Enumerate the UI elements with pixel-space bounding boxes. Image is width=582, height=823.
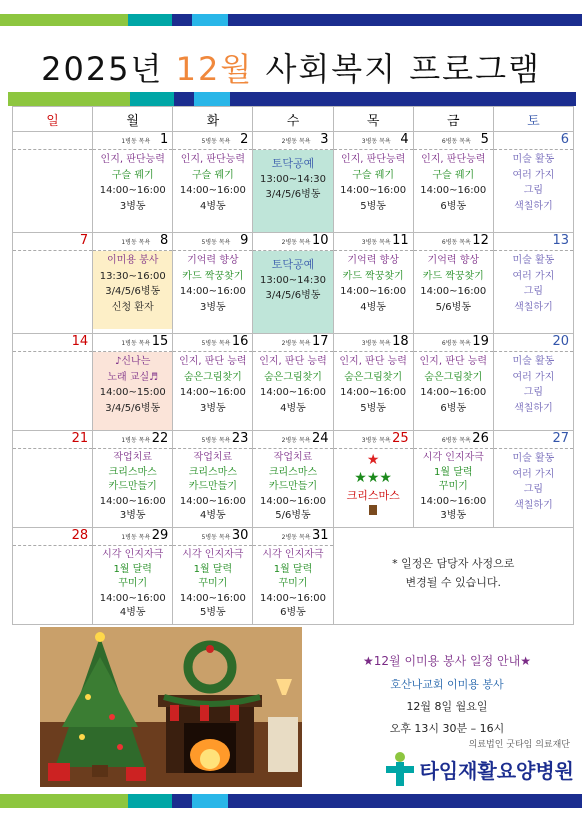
day-cell bbox=[173, 132, 253, 233]
day-cell bbox=[93, 233, 173, 334]
day-cell bbox=[333, 334, 413, 431]
week-row bbox=[13, 132, 574, 233]
program-text: 4병동 bbox=[200, 510, 226, 521]
program-text: 13:30~16:00 bbox=[99, 270, 166, 282]
bath-ward-label: 3병동 목욕 bbox=[361, 437, 391, 444]
note-line: 변경될 수 있습니다. bbox=[405, 576, 502, 589]
program-text: 숨은그림찾기 bbox=[264, 371, 322, 383]
weekday-mon: 월 bbox=[93, 107, 173, 132]
bath-ward-label: 2병동 목욕 bbox=[281, 340, 311, 347]
day-cell bbox=[93, 334, 173, 431]
hair-volunteer-guide bbox=[322, 652, 572, 738]
program-text: 6병동 bbox=[440, 402, 467, 414]
program-text: 1월 달력 bbox=[193, 563, 233, 575]
day-number: 18 bbox=[392, 334, 409, 349]
program-text: 3병동 bbox=[440, 510, 467, 521]
day-number: 28 bbox=[71, 528, 89, 543]
program-text: 카드만들기 bbox=[188, 481, 237, 492]
weekday-tue: 화 bbox=[173, 107, 253, 132]
day-number: 14 bbox=[71, 334, 89, 349]
day-cell bbox=[413, 334, 493, 431]
star-icon: ★★★ bbox=[354, 470, 392, 486]
bath-ward-label: 6병동 목욕 bbox=[441, 138, 471, 145]
bath-ward-label: 1병동 목욕 bbox=[121, 437, 151, 444]
day-cell bbox=[253, 528, 333, 625]
day-number: 12 bbox=[472, 233, 489, 248]
armchair-icon bbox=[268, 717, 298, 772]
day-number: 1 bbox=[160, 132, 169, 147]
week-row bbox=[13, 233, 574, 334]
weekday-thu: 목 bbox=[333, 107, 413, 132]
guide-date: 12월 8일 월요일 bbox=[406, 700, 488, 713]
program-text: 구슬 꿰기 bbox=[432, 169, 475, 181]
day-cell bbox=[253, 431, 333, 528]
program-text: 카드 짝꿍찾기 bbox=[342, 270, 404, 282]
program-text: 크리스마스 bbox=[268, 466, 318, 478]
day-number: 6 bbox=[560, 132, 569, 147]
program-text: 인지, 판단능력 bbox=[180, 154, 246, 165]
day-cell bbox=[13, 334, 93, 431]
program-text: 1월 달력 bbox=[113, 563, 152, 575]
day-cell bbox=[493, 233, 573, 334]
program-text: 카드만들기 bbox=[108, 481, 157, 492]
program-text: 꾸미기 bbox=[198, 578, 228, 589]
weekday-wed: 수 bbox=[253, 107, 333, 132]
weekday-sun: 일 bbox=[13, 107, 93, 132]
program-text: 14:00~16:00 bbox=[420, 185, 487, 196]
day-cell bbox=[333, 431, 413, 528]
program-text: 구슬 꿰기 bbox=[191, 169, 234, 181]
program-text: 시각 인지자극 bbox=[422, 452, 484, 463]
bath-ward-label: 6병동 목욕 bbox=[441, 437, 471, 444]
program-text: 14:00~16:00 bbox=[259, 495, 326, 507]
program-text: 4병동 bbox=[200, 200, 226, 212]
day-cell bbox=[493, 334, 573, 431]
program-text: 미술 활동 bbox=[512, 255, 555, 266]
weekday-header bbox=[13, 107, 574, 132]
program-text: 6병동 bbox=[280, 607, 306, 618]
program-text: 14:00~16:00 bbox=[179, 495, 246, 507]
program-text: 5/6병동 bbox=[275, 510, 311, 521]
program-text: 미술 활동 bbox=[512, 356, 555, 367]
weekday-sat: 토 bbox=[493, 107, 573, 132]
program-text: 14:00~16:00 bbox=[340, 286, 407, 297]
bath-ward-label: 3병동 목욕 bbox=[361, 340, 391, 347]
day-number: 15 bbox=[151, 334, 169, 349]
day-number: 25 bbox=[392, 431, 409, 446]
program-text: 3병동 bbox=[200, 402, 226, 414]
program-text: 작업치료 bbox=[113, 452, 153, 463]
bath-ward-label: 5병동 목욕 bbox=[201, 138, 231, 145]
day-cell bbox=[13, 233, 93, 334]
gift-box-icon bbox=[126, 767, 146, 781]
day-number: 26 bbox=[472, 431, 489, 446]
day-number: 24 bbox=[312, 431, 329, 446]
program-text: ♪신나는 bbox=[115, 356, 151, 367]
program-text: 인지, 판단 능력 bbox=[339, 356, 407, 367]
bath-ward-label: 1병동 목욕 bbox=[121, 138, 151, 145]
day-number: 27 bbox=[552, 431, 569, 446]
program-text: 시각 인지자극 bbox=[262, 549, 324, 560]
day-number: 31 bbox=[312, 528, 329, 543]
program-text: 13:00~14:30 bbox=[259, 173, 326, 185]
program-text: 카드만들기 bbox=[268, 481, 318, 492]
day-cell bbox=[493, 431, 573, 528]
program-text: 5병동 bbox=[360, 402, 386, 414]
program-text: 인지, 판단 능력 bbox=[179, 356, 247, 367]
program-text: 4병동 bbox=[119, 607, 146, 618]
program-text: 3병동 bbox=[119, 510, 146, 521]
stocking-icon bbox=[170, 705, 179, 721]
program-text: 그림 bbox=[523, 387, 544, 398]
day-cell bbox=[253, 132, 333, 233]
program-text: 14:00~16:00 bbox=[99, 495, 166, 507]
day-number: 20 bbox=[552, 334, 569, 349]
program-text: 3병동 bbox=[200, 301, 226, 313]
program-text: 14:00~16:00 bbox=[420, 387, 487, 398]
day-cell bbox=[13, 528, 93, 625]
christmas-tree-illustration bbox=[40, 627, 302, 787]
bath-ward-label: 2병동 목욕 bbox=[281, 534, 311, 541]
program-text: 14:00~16:00 bbox=[340, 185, 407, 196]
program-text: 그림 bbox=[523, 286, 544, 297]
bath-ward-label: 5병동 목욕 bbox=[201, 534, 231, 541]
bath-ward-label: 3병동 목욕 bbox=[361, 138, 391, 145]
day-cell bbox=[173, 431, 253, 528]
day-cell bbox=[253, 233, 333, 334]
bath-ward-label: 2병동 목욕 bbox=[281, 437, 311, 444]
program-text: 시각 인지자극 bbox=[102, 549, 164, 560]
week-row bbox=[13, 334, 574, 431]
star-icon: ★ bbox=[366, 452, 380, 468]
program-text: 기억력 향상 bbox=[347, 255, 399, 266]
day-number: 9 bbox=[240, 233, 249, 248]
program-text: 13:00~14:30 bbox=[259, 274, 326, 286]
day-number: 16 bbox=[231, 334, 249, 349]
program-text: 1월 달력 bbox=[434, 466, 473, 478]
program-text: 여러 가지 bbox=[512, 371, 555, 383]
program-text: 구슬 꿰기 bbox=[111, 169, 154, 181]
program-text: 노래 교실♬ bbox=[107, 371, 159, 383]
bath-ward-label: 5병동 목욕 bbox=[201, 340, 231, 347]
day-cell bbox=[333, 132, 413, 233]
day-number: 4 bbox=[400, 132, 409, 147]
program-text: 그림 bbox=[523, 484, 544, 495]
program-text: 카드 짝꿍찾기 bbox=[182, 270, 244, 282]
bath-ward-label: 5병동 목욕 bbox=[201, 437, 231, 444]
program-text: 14:00~16:00 bbox=[340, 387, 407, 398]
day-number: 17 bbox=[312, 334, 329, 349]
program-text: 미술 활동 bbox=[512, 154, 555, 165]
day-number: 7 bbox=[79, 233, 89, 248]
day-number: 3 bbox=[320, 132, 329, 147]
day-cell bbox=[93, 132, 173, 233]
program-text: 이미용 봉사 bbox=[106, 255, 159, 266]
day-cell bbox=[173, 233, 253, 334]
program-text: 구슬 꿰기 bbox=[352, 169, 395, 181]
program-text: 작업치료 bbox=[193, 452, 233, 463]
program-text: 14:00~16:00 bbox=[420, 495, 487, 507]
day-number: 5 bbox=[480, 132, 489, 147]
program-text: 색칠하기 bbox=[514, 499, 553, 511]
day-cell bbox=[93, 528, 173, 625]
day-cell bbox=[253, 334, 333, 431]
bath-ward-label: 5병동 목욕 bbox=[201, 239, 231, 246]
tree-trunk-icon bbox=[334, 505, 413, 521]
program-text: 색칠하기 bbox=[514, 301, 553, 313]
day-cell bbox=[93, 431, 173, 528]
program-text: 여러 가지 bbox=[512, 270, 555, 282]
program-text: 꾸미기 bbox=[118, 578, 148, 589]
program-text: 꾸미기 bbox=[278, 578, 308, 589]
bath-ward-label: 6병동 목욕 bbox=[441, 239, 471, 246]
program-text: 4병동 bbox=[360, 301, 386, 313]
day-number: 13 bbox=[552, 233, 569, 248]
program-text: 인지, 판단 능력 bbox=[419, 356, 488, 367]
stocking-icon bbox=[230, 705, 239, 721]
program-text: 5병동 bbox=[360, 200, 386, 212]
title-month: 12월 bbox=[175, 50, 254, 88]
program-text: 3/4/5/6병동 bbox=[105, 402, 161, 414]
program-text: 6병동 bbox=[440, 200, 467, 212]
day-number: 10 bbox=[312, 233, 329, 248]
week-row bbox=[13, 431, 574, 528]
header-color-band bbox=[8, 92, 576, 106]
day-number: 21 bbox=[71, 431, 89, 446]
program-text: 14:00~15:00 bbox=[99, 387, 166, 398]
program-text: 3/4/5/6병동 bbox=[265, 189, 321, 200]
day-cell bbox=[333, 233, 413, 334]
gift-box-icon bbox=[48, 763, 70, 781]
program-text: 신청 환자 bbox=[111, 301, 154, 313]
day-cell bbox=[173, 334, 253, 431]
foundation-name: 의료법인 굿타임 의료재단 bbox=[468, 740, 570, 750]
program-text: 3병동 bbox=[119, 200, 146, 212]
program-text: 인지, 판단능력 bbox=[421, 154, 486, 165]
program-text: 숨은그림찾기 bbox=[344, 371, 403, 383]
guide-time: 오후 13시 30분 – 16시 bbox=[389, 722, 505, 735]
program-text: 미술 활동 bbox=[512, 453, 555, 464]
day-number: 22 bbox=[151, 431, 169, 446]
program-text: 기억력 향상 bbox=[427, 255, 480, 266]
day-cell bbox=[13, 132, 93, 233]
program-text: 토닥공예 bbox=[271, 258, 315, 271]
hospital-cross-icon bbox=[385, 752, 415, 786]
guide-org: 호산나교회 이미용 봉사 bbox=[390, 678, 504, 691]
day-number: 29 bbox=[151, 528, 169, 543]
guide-heading: ★12월 이미용 봉사 일정 안내★ bbox=[363, 654, 531, 668]
stocking-icon bbox=[200, 705, 209, 721]
program-text: 1월 달력 bbox=[273, 563, 313, 575]
christmas-label: 크리스마스 bbox=[346, 489, 400, 502]
day-number: 19 bbox=[472, 334, 489, 349]
program-text: 기억력 향상 bbox=[187, 255, 239, 266]
star-icon bbox=[95, 632, 105, 642]
top-color-stripe bbox=[0, 14, 582, 26]
day-cell bbox=[413, 132, 493, 233]
program-text: 여러 가지 bbox=[512, 468, 555, 480]
program-text: 인지, 판단능력 bbox=[100, 154, 165, 165]
program-text: 꾸미기 bbox=[438, 481, 468, 492]
program-text: 14:00~16:00 bbox=[179, 592, 246, 604]
program-text: 토닥공예 bbox=[271, 157, 315, 170]
program-text: 시각 인지자극 bbox=[182, 549, 244, 560]
program-text: 숨은그림찾기 bbox=[183, 371, 242, 383]
day-number: 8 bbox=[160, 233, 169, 248]
day-cell bbox=[173, 528, 253, 625]
program-text: 여러 가지 bbox=[512, 169, 555, 181]
bath-ward-label: 1병동 목욕 bbox=[121, 534, 151, 541]
hospital-logo bbox=[352, 738, 574, 786]
bath-ward-label: 2병동 목욕 bbox=[281, 239, 311, 246]
program-text: 14:00~16:00 bbox=[99, 185, 166, 196]
program-text: 인지, 판단능력 bbox=[340, 154, 406, 165]
program-text: 14:00~16:00 bbox=[179, 387, 246, 398]
program-text: 카드 짝꿍찾기 bbox=[422, 270, 484, 282]
week-row bbox=[13, 528, 574, 625]
day-number: 23 bbox=[231, 431, 249, 446]
bath-ward-label: 6병동 목욕 bbox=[441, 340, 471, 347]
program-text: 인지, 판단 능력 bbox=[259, 356, 327, 367]
program-text: 5/6병동 bbox=[435, 301, 471, 313]
bottom-color-stripe bbox=[0, 794, 582, 808]
program-text: 14:00~16:00 bbox=[420, 286, 487, 297]
day-number: 11 bbox=[392, 233, 409, 248]
program-text: 4병동 bbox=[280, 402, 306, 414]
bath-ward-label: 1병동 목욕 bbox=[121, 239, 151, 246]
schedule-note bbox=[333, 528, 573, 625]
program-text: 14:00~16:00 bbox=[259, 387, 326, 398]
program-text: 14:00~16:00 bbox=[99, 592, 166, 604]
bath-ward-label: 3병동 목욕 bbox=[361, 239, 391, 246]
program-text: 크리스마스 bbox=[188, 466, 237, 478]
bath-ward-label: 1병동 목욕 bbox=[121, 340, 151, 347]
day-cell bbox=[493, 132, 573, 233]
program-text: 색칠하기 bbox=[514, 200, 553, 212]
program-text: 3/4/5/6병동 bbox=[105, 286, 161, 297]
program-text: 14:00~16:00 bbox=[259, 592, 326, 604]
bath-ward-label: 2병동 목욕 bbox=[281, 138, 311, 145]
program-text: 그림 bbox=[523, 185, 544, 196]
program-text: 5병동 bbox=[200, 607, 226, 618]
day-cell bbox=[413, 431, 493, 528]
hospital-name: 타임재활요양병원 bbox=[419, 758, 574, 783]
program-text: 숨은그림찾기 bbox=[424, 371, 483, 383]
program-text: 작업치료 bbox=[273, 452, 313, 463]
weekday-fri: 금 bbox=[413, 107, 493, 132]
day-number: 30 bbox=[231, 528, 249, 543]
program-calendar bbox=[12, 106, 574, 625]
program-text: 14:00~16:00 bbox=[179, 286, 246, 297]
day-number: 2 bbox=[240, 132, 249, 147]
program-text: 3/4/5/6병동 bbox=[265, 290, 321, 301]
day-cell bbox=[13, 431, 93, 528]
page-title: 2025년 12월 사회복지 프로그램 bbox=[41, 50, 541, 88]
day-cell bbox=[413, 233, 493, 334]
program-text: 14:00~16:00 bbox=[179, 185, 246, 196]
program-text: 색칠하기 bbox=[514, 402, 553, 414]
note-line: * 일정은 담당자 사정으로 bbox=[392, 557, 515, 570]
program-text: 크리스마스 bbox=[108, 466, 157, 478]
